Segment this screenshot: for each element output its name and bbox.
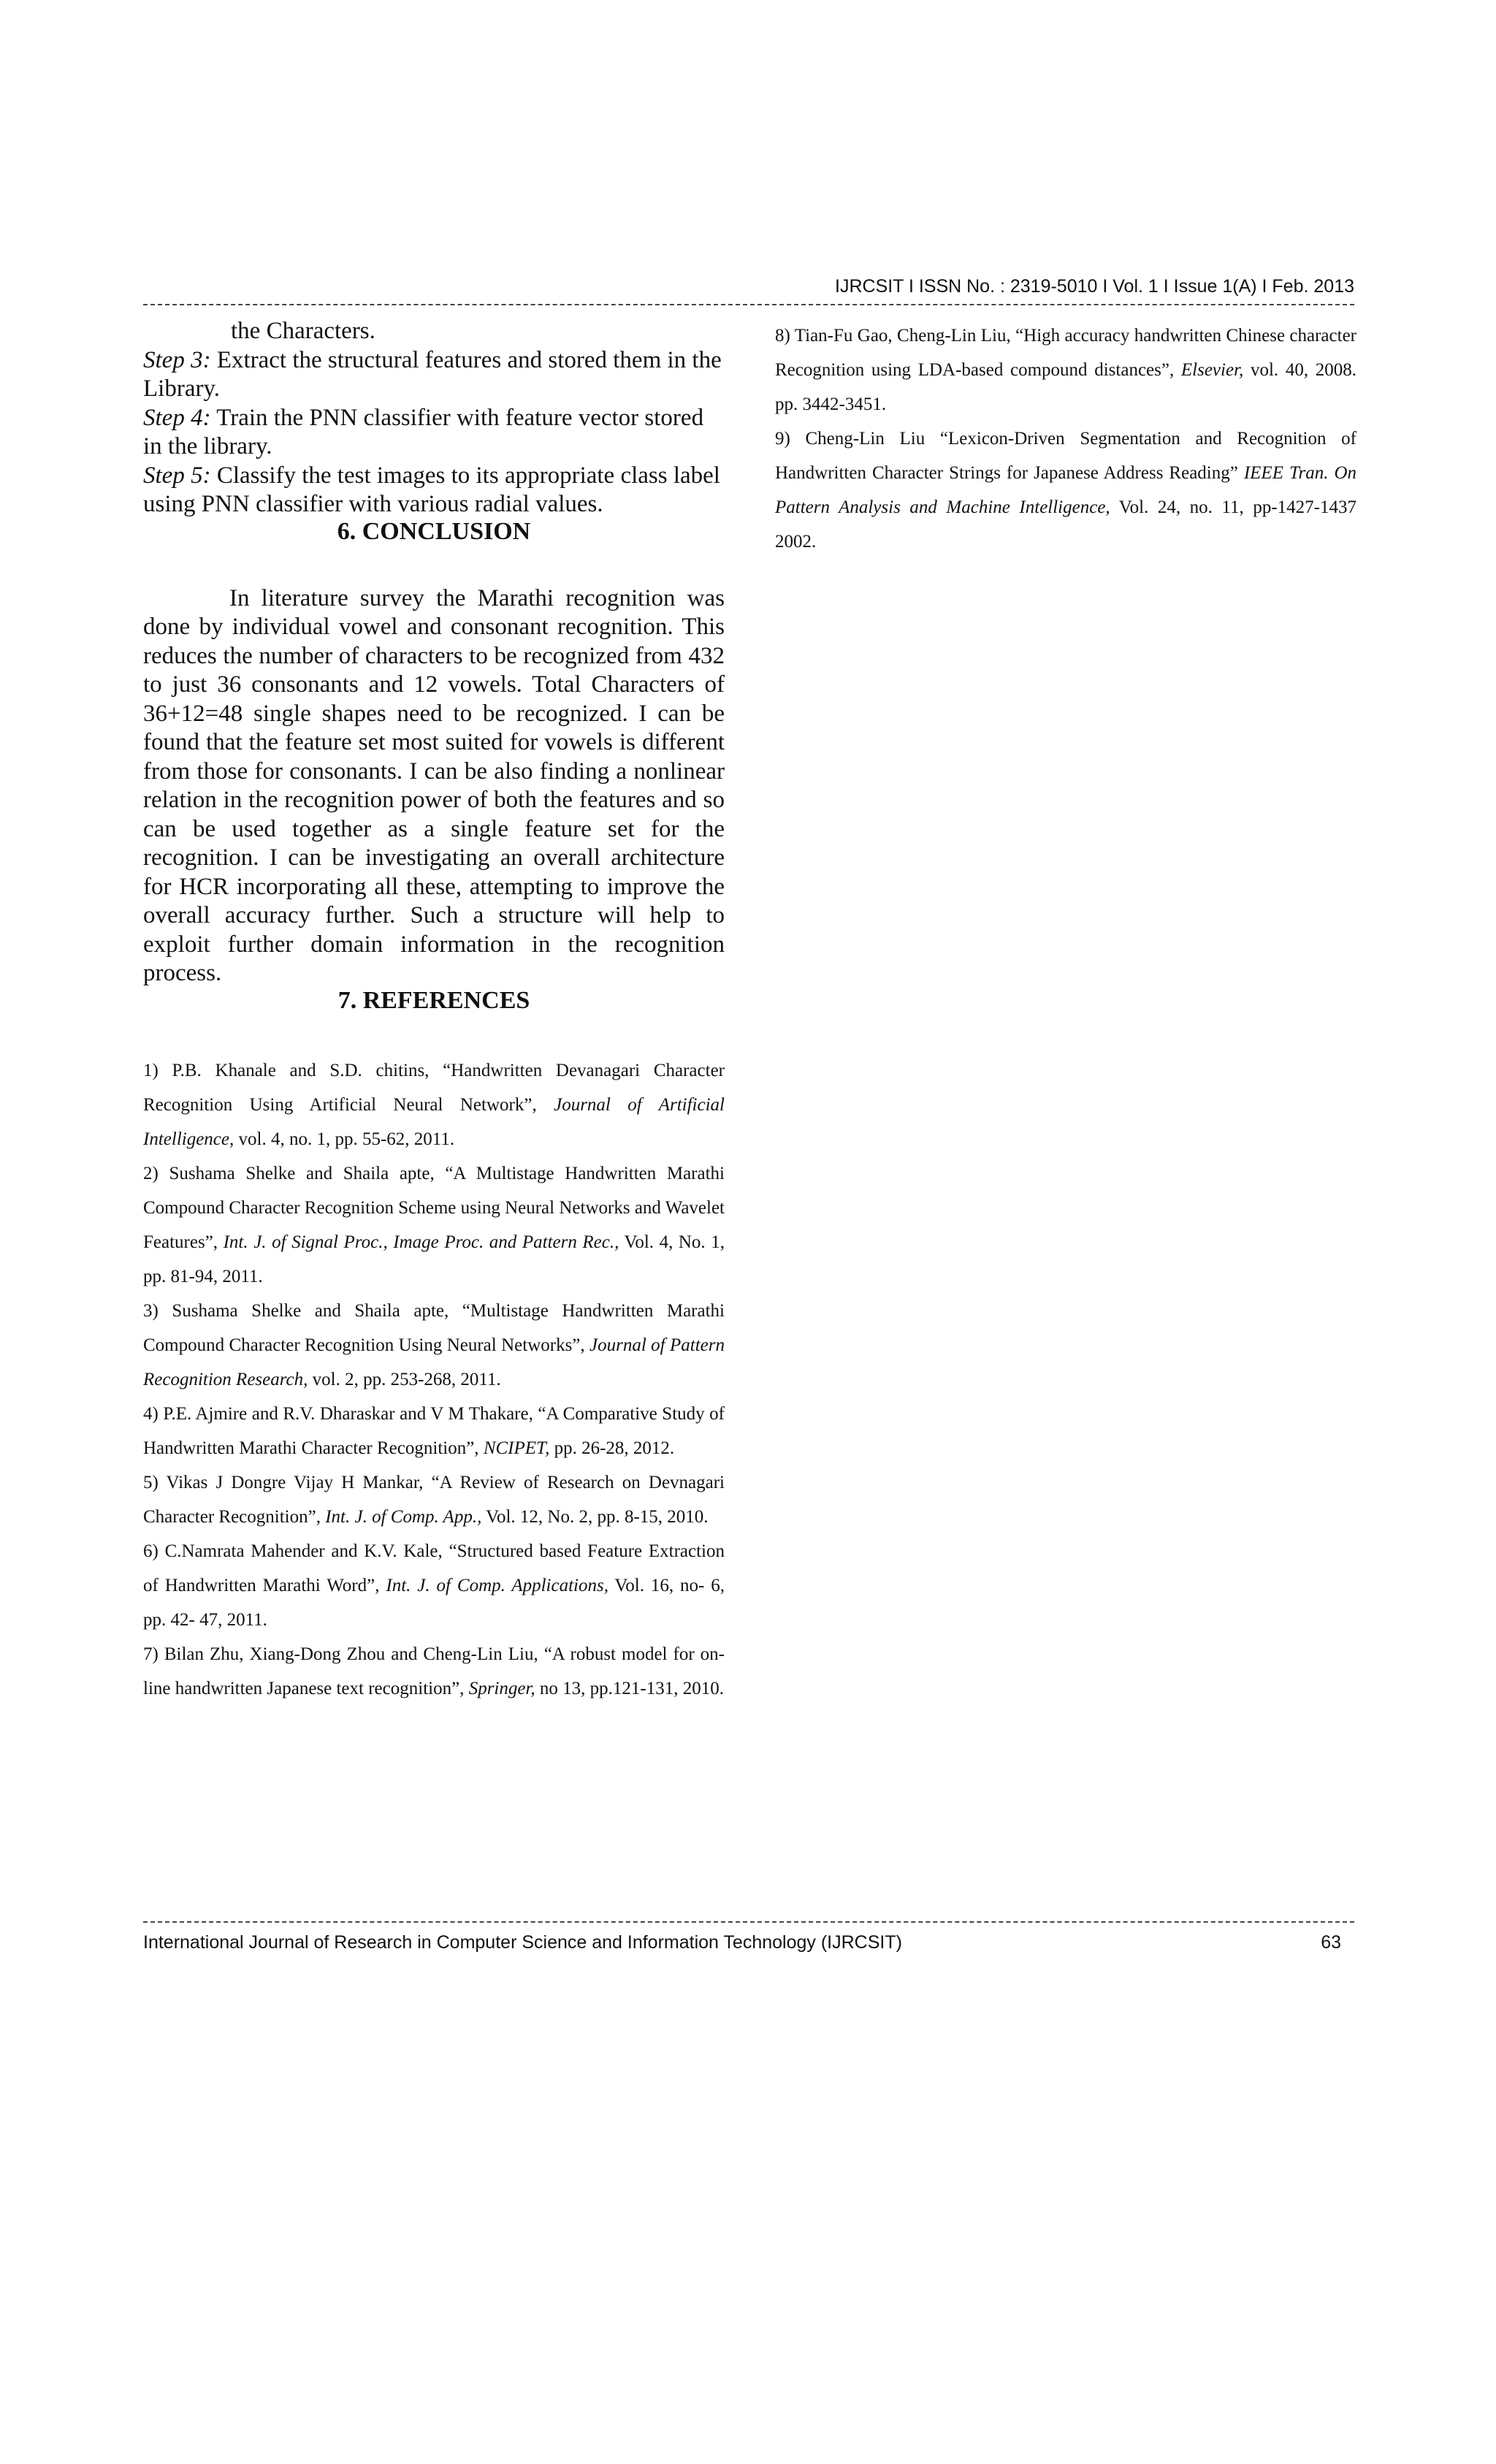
reference-item: 9) Cheng-Lin Liu “Lexicon-Driven Segmentation and Recognition of Handwritten Character Strings for Japanese Address Reading” IEEE Tran. On Pattern Analysis and Machine Intelligence, Vol. 24, no. 11, pp-1427-1437 2002. xyxy=(775,429,1356,552)
page-footer xyxy=(143,1934,1341,1952)
reference-item: 2) Sushama Shelke and Shaila apte, “A Multistage Handwritten Marathi Compound Character Recognition Scheme using Neural Networks and Wavelet Features”, Int. J. of Signal Proc., Image Proc. and Pattern Rec., Vol. 4, No. 1, pp. 81-94, 2011. xyxy=(143,1163,725,1286)
step-3-label: Step 3: xyxy=(143,346,211,373)
footer-journal-name: International Journal of Research in Computer Science and Information Technology (IJRCSIT) xyxy=(143,1932,902,1953)
step-4 xyxy=(143,404,725,462)
reference-item: 3) Sushama Shelke and Shaila apte, “Multistage Handwritten Marathi Compound Character Recognition Using Neural Networks”, Journal of Pattern Recognition Research, vol. 2, pp. 253-268, 2011. xyxy=(143,1300,725,1389)
step-5-label: Step 5: xyxy=(143,462,211,489)
running-header: IJRCSIT I ISSN No. : 2319-5010 I Vol. 1 I Issue 1(A) I Feb. 2013 xyxy=(835,276,1354,297)
step-3 xyxy=(143,346,725,404)
reference-item: 1) P.B. Khanale and S.D. chitins, “Handwritten Devanagari Character Recognition Using Artificial Neural Network”, Journal of Artificial Intelligence, vol. 4, no. 1, pp. 55-62, 2011. xyxy=(143,1060,725,1149)
step-4-text: Train the PNN classifier with feature vector stored in the library. xyxy=(143,404,704,459)
page-number: 63 xyxy=(1321,1932,1341,1953)
reference-item: 5) Vikas J Dongre Vijay H Mankar, “A Review of Research on Devnagari Character Recognition”, Int. J. of Comp. App., Vol. 12, No. 2, pp. 8-15, 2010. xyxy=(143,1472,725,1527)
conclusion-heading: 6. CONCLUSION xyxy=(337,517,531,545)
footer-divider xyxy=(143,1921,1354,1923)
reference-item: 7) Bilan Zhu, Xiang-Dong Zhou and Cheng-Lin Liu, “A robust model for on- line handwritten Japanese text recognition”, Springer, no 13, pp.121-131, 2010. xyxy=(143,1644,725,1698)
reference-item: 4) P.E. Ajmire and R.V. Dharaskar and V M Thakare, “A Comparative Study of Handwritten Marathi Character Recognition”, NCIPET, pp. 26-28, 2012. xyxy=(143,1403,725,1458)
reference-item: 6) C.Namrata Mahender and K.V. Kale, “Structured based Feature Extraction of Handwritten Marathi Word”, Int. J. of Comp. Applications, Vol. 16, no- 6, pp. 42- 47, 2011. xyxy=(143,1541,725,1630)
step-4-label: Step 4: xyxy=(143,404,211,431)
reference-item: 8) Tian-Fu Gao, Cheng-Lin Liu, “High accuracy handwritten Chinese character Recognition using LDA-based compound distances”, Elsevier, vol. 40, 2008. pp. 3442-3451. xyxy=(775,326,1356,414)
header-divider xyxy=(143,304,1354,305)
step-2-continuation: the Characters. xyxy=(231,318,375,344)
step-5 xyxy=(143,462,725,519)
right-column xyxy=(775,319,1356,559)
step-3-text: Extract the structural features and stored them in the Library. xyxy=(143,346,722,402)
left-column xyxy=(143,317,725,1706)
step-5-text: Classify the test images to its appropriate class label using PNN classifier with various radial values. xyxy=(143,462,720,517)
references-heading: 7. REFERENCES xyxy=(337,986,530,1014)
conclusion-paragraph: In literature survey the Marathi recognition was done by individual vowel and consonant recognition. This reduces the number of characters to be recognized from 432 to just 36 consonants and 12 vowels. Total Characters of 36+12=48 single shapes need to be recognized. I can be found that the feature set most suited for vowels is different from those for consonants. I can be also finding a nonlinear relation in the recognition power of both the features and so can be used together as a single feature set for the recognition. I can be investigating an overall architecture for HCR incorporating all these, attempting to improve the overall accuracy further. Such a structure will help to exploit further domain information in the recognition process. xyxy=(143,584,725,986)
references-list-left xyxy=(143,1053,725,1706)
